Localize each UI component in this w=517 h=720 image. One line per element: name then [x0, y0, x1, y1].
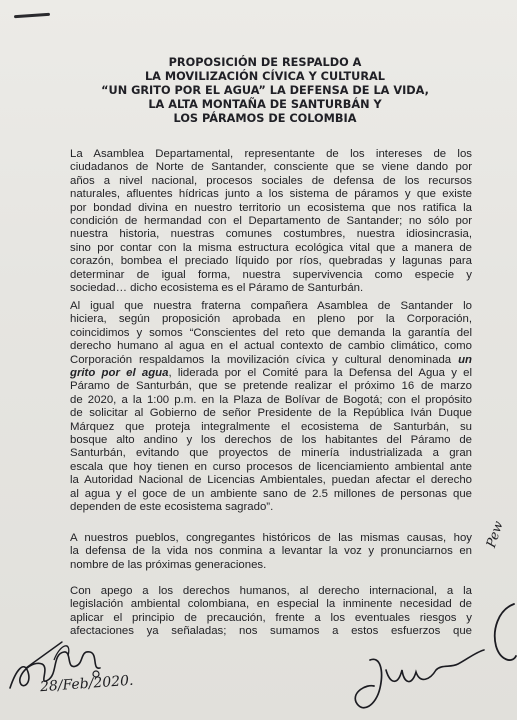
text-line: corazón, bombea el preciado líquido por ríos, quebradas y lagunas para — [70, 255, 472, 268]
text-line: Santurbán, evitando que proyectos de minería industrializada a gran — [70, 447, 472, 460]
document-title — [60, 56, 470, 126]
text-line: derecho humano al agua en el actual contexto de cambio climático, como — [70, 340, 472, 353]
text-line: dependen de este ecosistema sagrado”. — [70, 501, 274, 514]
text-line: Al igual que nuestra fraterna compañera Asamblea de Santander lo — [70, 300, 472, 312]
text-segment: , liderada por el Comité para la Defensa del Agua y el — [168, 367, 472, 380]
text-line: de 2020, a la 1:00 p.m. en la Plaza de Bolívar de Bogotá; con el propósito — [70, 393, 472, 406]
text-line: determinar de igual forma, nuestra supervivencia como especie y — [70, 268, 472, 281]
text-line: Con apego a los derechos humanos, al derecho internacional, a la — [70, 585, 472, 597]
text-line: al agua y el goce de un ambiente sano de 2.5 millones de personas que — [70, 487, 472, 500]
text-line: condición de hermandad con el Departamento de Santander; no sólo por — [70, 215, 472, 228]
text-line: por bondad divina en nuestro territorio un ecosistema que nos ratifica la — [70, 201, 472, 214]
text-line: afectaciones ya señaladas; nos sumamos a estos esfuerzos que — [70, 625, 472, 638]
paragraph-rights — [70, 585, 472, 639]
title-line: LA MOVILIZACIÓN CÍVICA Y CULTURAL — [144, 70, 385, 83]
text-line: años a nivel nacional, procesos sociales de defensa de los recursos — [70, 174, 472, 187]
title-line: PROPOSICIÓN DE RESPALDO A — [168, 56, 362, 69]
paragraph-support — [70, 300, 472, 515]
text-line: Márquez que proteja integralmente el ecosistema de Santurbán, su — [70, 420, 472, 433]
text-line: coincidimos y somos “Conscientes del reto que demanda la garantía del — [70, 326, 472, 339]
text-line: ciudadanos de Norte de Santander, consciente que se viene dando por — [70, 161, 472, 174]
text-line: nuestra historia, nuestras comunes costumbres, nuestra idiosincrasia, — [70, 228, 472, 241]
paragraph-intro — [70, 148, 472, 295]
title-line: LOS PÁRAMOS DE COLOMBIA — [173, 112, 357, 125]
text-line: hiciera, según proposición aprobada en pleno por la Corporación, — [70, 313, 472, 326]
text-line: la Autoridad Nacional de Licencias Ambientales, puedan afectar el derecho — [70, 474, 472, 487]
title-line: LA ALTA MONTAÑA DE SANTURBÁN Y — [148, 98, 382, 111]
text-line: A nuestros pueblos, congregantes históricos de las mismas causas, hoy — [70, 532, 472, 544]
text-line: sino por contar con la misma estructura ecológica vital que a manera de — [70, 241, 472, 254]
text-line — [70, 354, 472, 367]
text-line: la defensa de la vida nos conmina a levantar la voz y pronunciarnos en — [70, 545, 472, 558]
text-line: sociedad… dicho ecosistema es el Páramo de Santurbán. — [70, 282, 364, 295]
paragraph-peoples — [70, 532, 472, 572]
text-line: La Asamblea Departamental, representante de los intereses de los — [70, 148, 472, 160]
text-line: legislación ambiental colombiana, en especial la inminente necesidad de — [70, 598, 472, 611]
text-line: nombre de las próximas generaciones. — [70, 558, 267, 571]
text-line: aplicar el principio de precaución, frente a los eventuales riesgos y — [70, 611, 472, 624]
text-line: escala que hoy tienen en curso procesos de licenciamiento ambiental ante — [70, 460, 472, 473]
handwritten-margin-note: Pew — [484, 519, 507, 550]
pen-stroke-mark — [14, 13, 50, 19]
emphasis-text: un — [458, 353, 472, 366]
text-line: Páramo de Santurbán, que se pretende realizar el próximo 16 de marzo — [70, 380, 472, 393]
handwritten-date: 28/Feb/2020. — [39, 672, 134, 696]
margin-scribble — [486, 600, 517, 670]
text-segment: Corporación respaldamos la movilización cívica y cultural denominada — [70, 353, 452, 366]
title-line: “UN GRITO POR EL AGUA” LA DEFENSA DE LA VIDA, — [101, 84, 429, 97]
emphasis-text: grito por el agua — [70, 367, 169, 380]
text-line: bosque alto andino y los derechos de los habitantes del Páramo de — [70, 434, 472, 447]
handwritten-signature-right — [340, 640, 490, 720]
text-line: naturales, afluentes hídricas junto a los sistema de páramos y que existe — [70, 188, 472, 201]
text-line — [70, 367, 472, 380]
text-line: de solicitar al Gobierno de señor Presidente de la República Iván Duque — [70, 407, 472, 420]
